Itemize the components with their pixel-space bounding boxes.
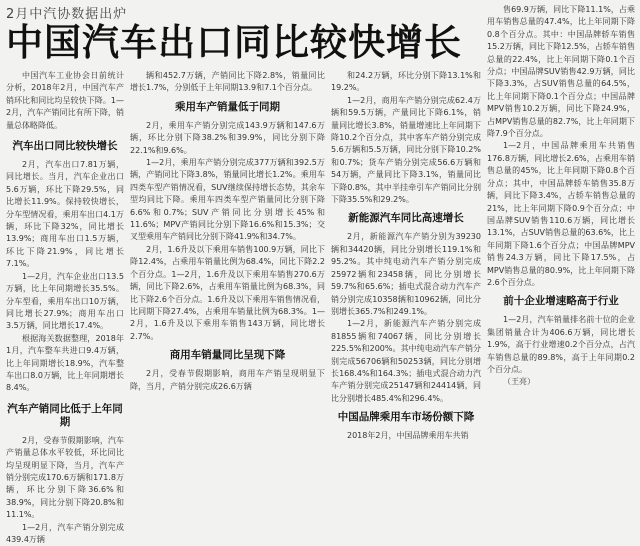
- article-kicker: 2月中汽协数据出炉: [6, 7, 128, 22]
- article-column-1: [6, 70, 124, 544]
- section-heading: 商用车销量同比呈现下降: [169, 349, 286, 362]
- body-paragraph: 1—2月，汽车企业出口13.5万辆，比上年同期增长35.5%。分车型看，乘用车出口10万辆，同比增长27.9%；商用车出口3.5万辆，同比增长17.4%。: [6, 271, 124, 331]
- section-heading: 汽车出口同比较快增长: [12, 140, 118, 153]
- section-heading: 乘用车产销量低于同期: [175, 100, 280, 113]
- body-paragraph: 2月，乘用车产销分别完成143.9万辆和147.6万辆，环比分别下降38.2%和39.9%，同比分别下降22.1%和9.6%。: [130, 120, 325, 155]
- body-paragraph: 中国汽车工业协会日前统计分析，2018年2月，中国汽车产销环比和同比均呈较快下降。1—2月，汽车产销同比有所下降，销量总体略降低。: [6, 71, 124, 130]
- body-paragraph: 2月，受春节假期影响，汽车产销量总体水平较低，环比同比均呈现明显下降，当月，汽车产销分别完成170.6万辆和171.8万辆，环比分别下降36.6%和38.9%，同比分别下降20.8%和11.1%。: [6, 435, 124, 520]
- section-heading: 中国品牌乘用车市场份额下降: [337, 411, 475, 424]
- section-heading: 汽车产销同比低于上年同期: [7, 402, 123, 428]
- body-paragraph: 和24.2万辆，环比分别下降13.1%和19.2%。: [331, 71, 481, 93]
- body-paragraph: 2月，受春节假期影响，商用车产销呈现明显下降，当月，产销分别完成26.6万辆: [130, 369, 325, 391]
- section-heading: 新能源汽车同比高速增长: [348, 212, 464, 225]
- body-paragraph: 根据海关数据整理，2018年1月，汽车整车共进口9.4万辆，比上年同期增长18.9%，汽车整车出口8.0万辆，比上年同期增长8.4%。: [6, 333, 124, 393]
- body-paragraph: 1—2月，乘用车产销分别完成377万辆和392.5万辆，产销同比下降3.8%，销量同比增长1.2%。乘用车四类车型产销情况看，SUV继续保持增长态势，其余车型均同比下降。乘用车四类车型产销量同比分别下降6.6%和0.7%；SUV产销同比分别增长45%和11.6%；MPV产销同比分别下降16.6%和15.3%；交叉型乘用车产销同比分别下降41.9%和34.7%。: [130, 158, 325, 242]
- body-paragraph: 1—2月，汽车产销分别完成439.4万辆: [6, 522, 124, 544]
- body-paragraph: 2018年2月，中国品牌乘用车共销: [347, 431, 469, 441]
- body-paragraph: 售69.9万辆，同比下降11.1%，占乘用车销售总量的47.4%，比上年同期下降0.8个百分点。其中：中国品牌轿车销售15.2万辆，同比下降12.5%，占轿车销售总量的22.4%，比上年同期下降0.1个百分点；中国品牌SUV销售42.9万辆，同比下降3.3%，占SUV销售总量的64.5%，比上年同期下降0.1个百分点；中国品牌MPV销售10.2万辆，同比下降24.9%，占MPV销售总量的82.7%，比上年同期下降7.9个百分点。: [487, 5, 635, 139]
- article-column-2: [130, 70, 325, 415]
- body-paragraph: 1—2月，中国品牌乘用车共销售176.8万辆，同比增长2.6%，占乘用车销售总量的45%，比上年同期下降0.8个百分点；其中，中国品牌轿车销售35.8万辆，同比下降3.4%，占轿车销售总量的21%，比上年同期下降0.9个百分点；中国品牌SUV销售110.6万辆，同比增长13.1%，占SUV销售总量的63.6%，比上年同期下降1.6个百分点；中国品牌MPV销售24.3万辆，同比下降17.5%，占MPV销售总量的80.9%，比上年同期下降2.6个百分点。: [487, 141, 635, 287]
- body-paragraph: 1—2月，新能源汽车产销分别完成81855辆和74067辆，同比分别增长225.5%和200%。其中纯电动汽车产销分别完成56706辆和50253辆，同比分别增长168.4%和164.3%；插电式混合动力汽车产销分别完成25147辆和24414辆，同比分别增长485.4%和296.4%。: [331, 319, 481, 403]
- body-paragraph: （王亮）: [503, 377, 535, 387]
- body-paragraph: 2月，汽车出口7.81万辆，同比增长。当月，汽车企业出口5.6万辆，环比下降29.5%，同比增长11.9%。保持较快增长，分车型情况看，乘用车出口4.1万辆，环比下降32%，同比增长13.9%；商用车出口1.5万辆，环比下降21.9%，同比增长7.1%。: [6, 160, 124, 269]
- article-column-3: [331, 70, 481, 441]
- body-paragraph: 1—2月，商用车产销分别完成62.4万辆和59.5万辆，产量同比下降6.1%，销量同比增长3.8%，销量增速比上年同期下降10.2个百分点，其中客车产销分别完成5.6万辆和5.5万辆，同比分别下降10.2%和0.7%；货车产销分别完成56.6万辆和54万辆，产量同比下降3.1%，销量同比下降0.8%，其中半挂牵引车产销同比分别下降35.5%和29.2%。: [331, 95, 481, 205]
- body-paragraph: 2月，新能源汽车产销分别为39230辆和34420辆，同比分别增长119.1%和95.2%。其中纯电动汽车产销分别完成25972辆和23458辆，同比分别增长59.7%和65.6%；插电式混合动力汽车产销分别完成10358辆和10962辆，同比分别增长365.7%和249.1%。: [331, 232, 481, 316]
- article-headline: 中国汽车出口同比较快增长: [6, 21, 462, 64]
- article-column-4: [487, 4, 635, 415]
- section-heading: 前十企业增速略高于行业: [503, 295, 619, 308]
- body-paragraph: 1—2月，汽车销量排名前十位的企业集团销量合计为406.6万辆，同比增长1.9%，高于行业增速0.2个百分点，占汽车销售总量的89.8%，高于上年同期0.2个百分点。: [487, 315, 635, 374]
- body-paragraph: 2月，1.6升及以下乘用车销售100.9万辆，同比下降12.4%，占乘用车销量比例为68.4%，同比下降2.2个百分点。1—2月，1.6升及以下乘用车销售270.6万辆，同比下降2.6%，占乘用车销量比例为68.3%，同比下降2.6个百分点。1.6升及以下乘用车销售情况看，比同期下降27.4%，占乘用车销量比例为68.3%。1—2月，1.6升及以下乘用车销售143万辆，同比增长2.7%。: [130, 244, 325, 341]
- body-paragraph: 辆和452.7万辆，产销同比下降2.8%，销量同比增长1.7%，分别低于上年同期13.9和7.1个百分点。: [130, 71, 325, 93]
